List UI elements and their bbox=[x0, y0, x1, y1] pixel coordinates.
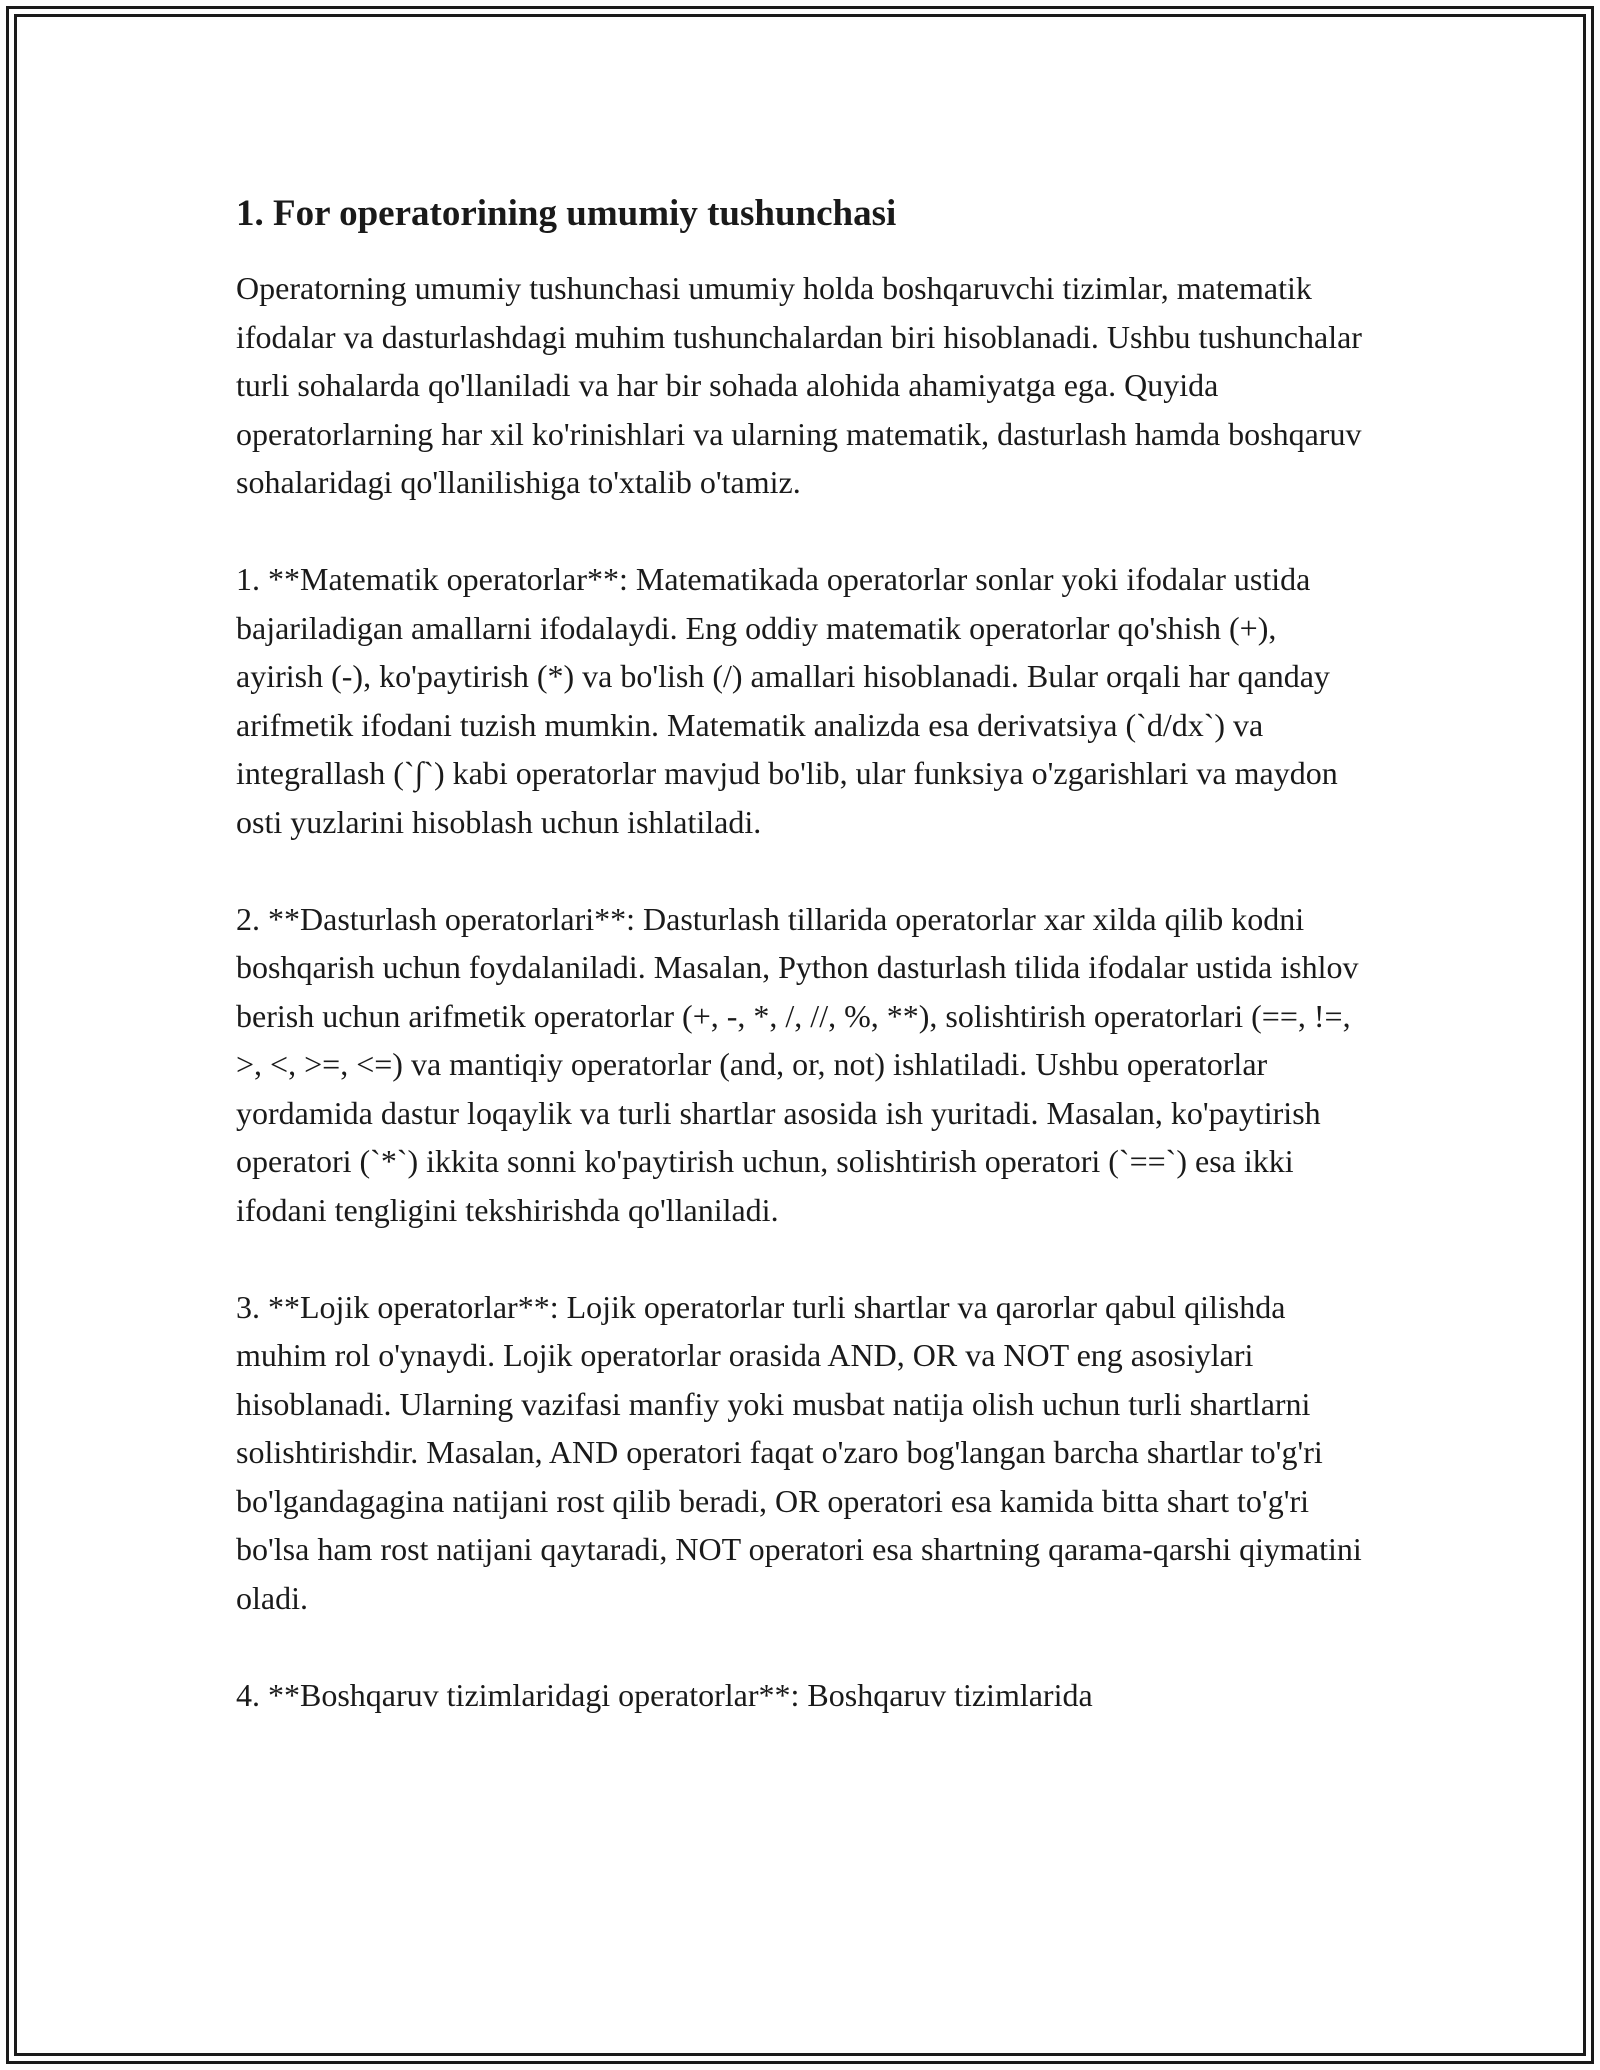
section-title: 1. For operatorining umumiy tushunchasi bbox=[236, 193, 897, 234]
paragraph-control-operators: 4. **Boshqaruv tizimlaridagi operatorlar**: Boshqaruv tizimlarida bbox=[236, 1676, 1093, 1713]
document-body bbox=[236, 188, 1366, 1768]
paragraph-intro: Operatorning umumiy tushunchasi umumiy holda boshqaruvchi tizimlar, matematik ifodalar va dasturlashdagi muhim tushunchalardan biri hisoblanadi. Ushbu tushunchalar turli sohalarda qo'llaniladi va har bir sohada alohida ahamiyatga ega. Quyida operatorlarning har xil ko'rinishlari va ularning matematik, dasturlash hamda boshqaruv sohalaridagi qo'llanilishiga to'xtalib o'tamiz. bbox=[236, 270, 1362, 500]
paragraph-logic-operators: 3. **Lojik operatorlar**: Lojik operatorlar turli shartlar va qarorlar qabul qilishda muhim rol o'ynaydi. Lojik operatorlar orasida AND, OR va NOT eng asosiylari hisoblanadi. Ularning vazifasi manfiy yoki musbat natija olish uchun turli shartlarni solishtirishdir. Masalan, AND operatori faqat o'zaro bog'langan barcha shartlar to'g'ri bo'lgandagagina natijani rost qilib beradi, OR operatori esa kamida bitta shart to'g'ri bo'lsa ham rost natijani qaytaradi, NOT operatori esa shartning qarama-qarshi qiymatini oladi. bbox=[236, 1288, 1362, 1616]
paragraph-math-operators: 1. **Matematik operatorlar**: Matematikada operatorlar sonlar yoki ifodalar ustida bajariladigan amallarni ifodalaydi. Eng oddiy matematik operatorlar qo'shish (+), ayirish (-), ko'paytirish (*) va bo'lish (/) amallari hisoblanadi. Bular orqali har qanday arifmetik ifodani tuzish mumkin. Matematik analizda esa derivatsiya (`d/dx`) va integrallash (`∫`) kabi operatorlar mavjud bo'lib, ular funksiya o'zgarishlari va maydon osti yuzlarini hisoblash uchun ishlatiladi. bbox=[236, 561, 1338, 840]
paragraph-programming-operators: 2. **Dasturlash operatorlari**: Dasturlash tillarida operatorlar xar xilda qilib kodni boshqarish uchun foydalaniladi. Masalan, Python dasturlash tilida ifodalar ustida ishlov berish uchun arifmetik operatorlar (+, -, *, /, //, %, **), solishtirish operatorlari (==, !=, >, <, >=, <=) va mantiqiy operatorlar (and, or, not) ishlatiladi. Ushbu operatorlar yordamida dastur loqaylik va turli shartlar asosida ish yuritadi. Masalan, ko'paytirish operatori (`*`) ikkita sonni ko'paytirish uchun, solishtirish operatori (`==`) esa ikki ifodani tengligini tekshirishda qo'llaniladi. bbox=[236, 900, 1359, 1228]
